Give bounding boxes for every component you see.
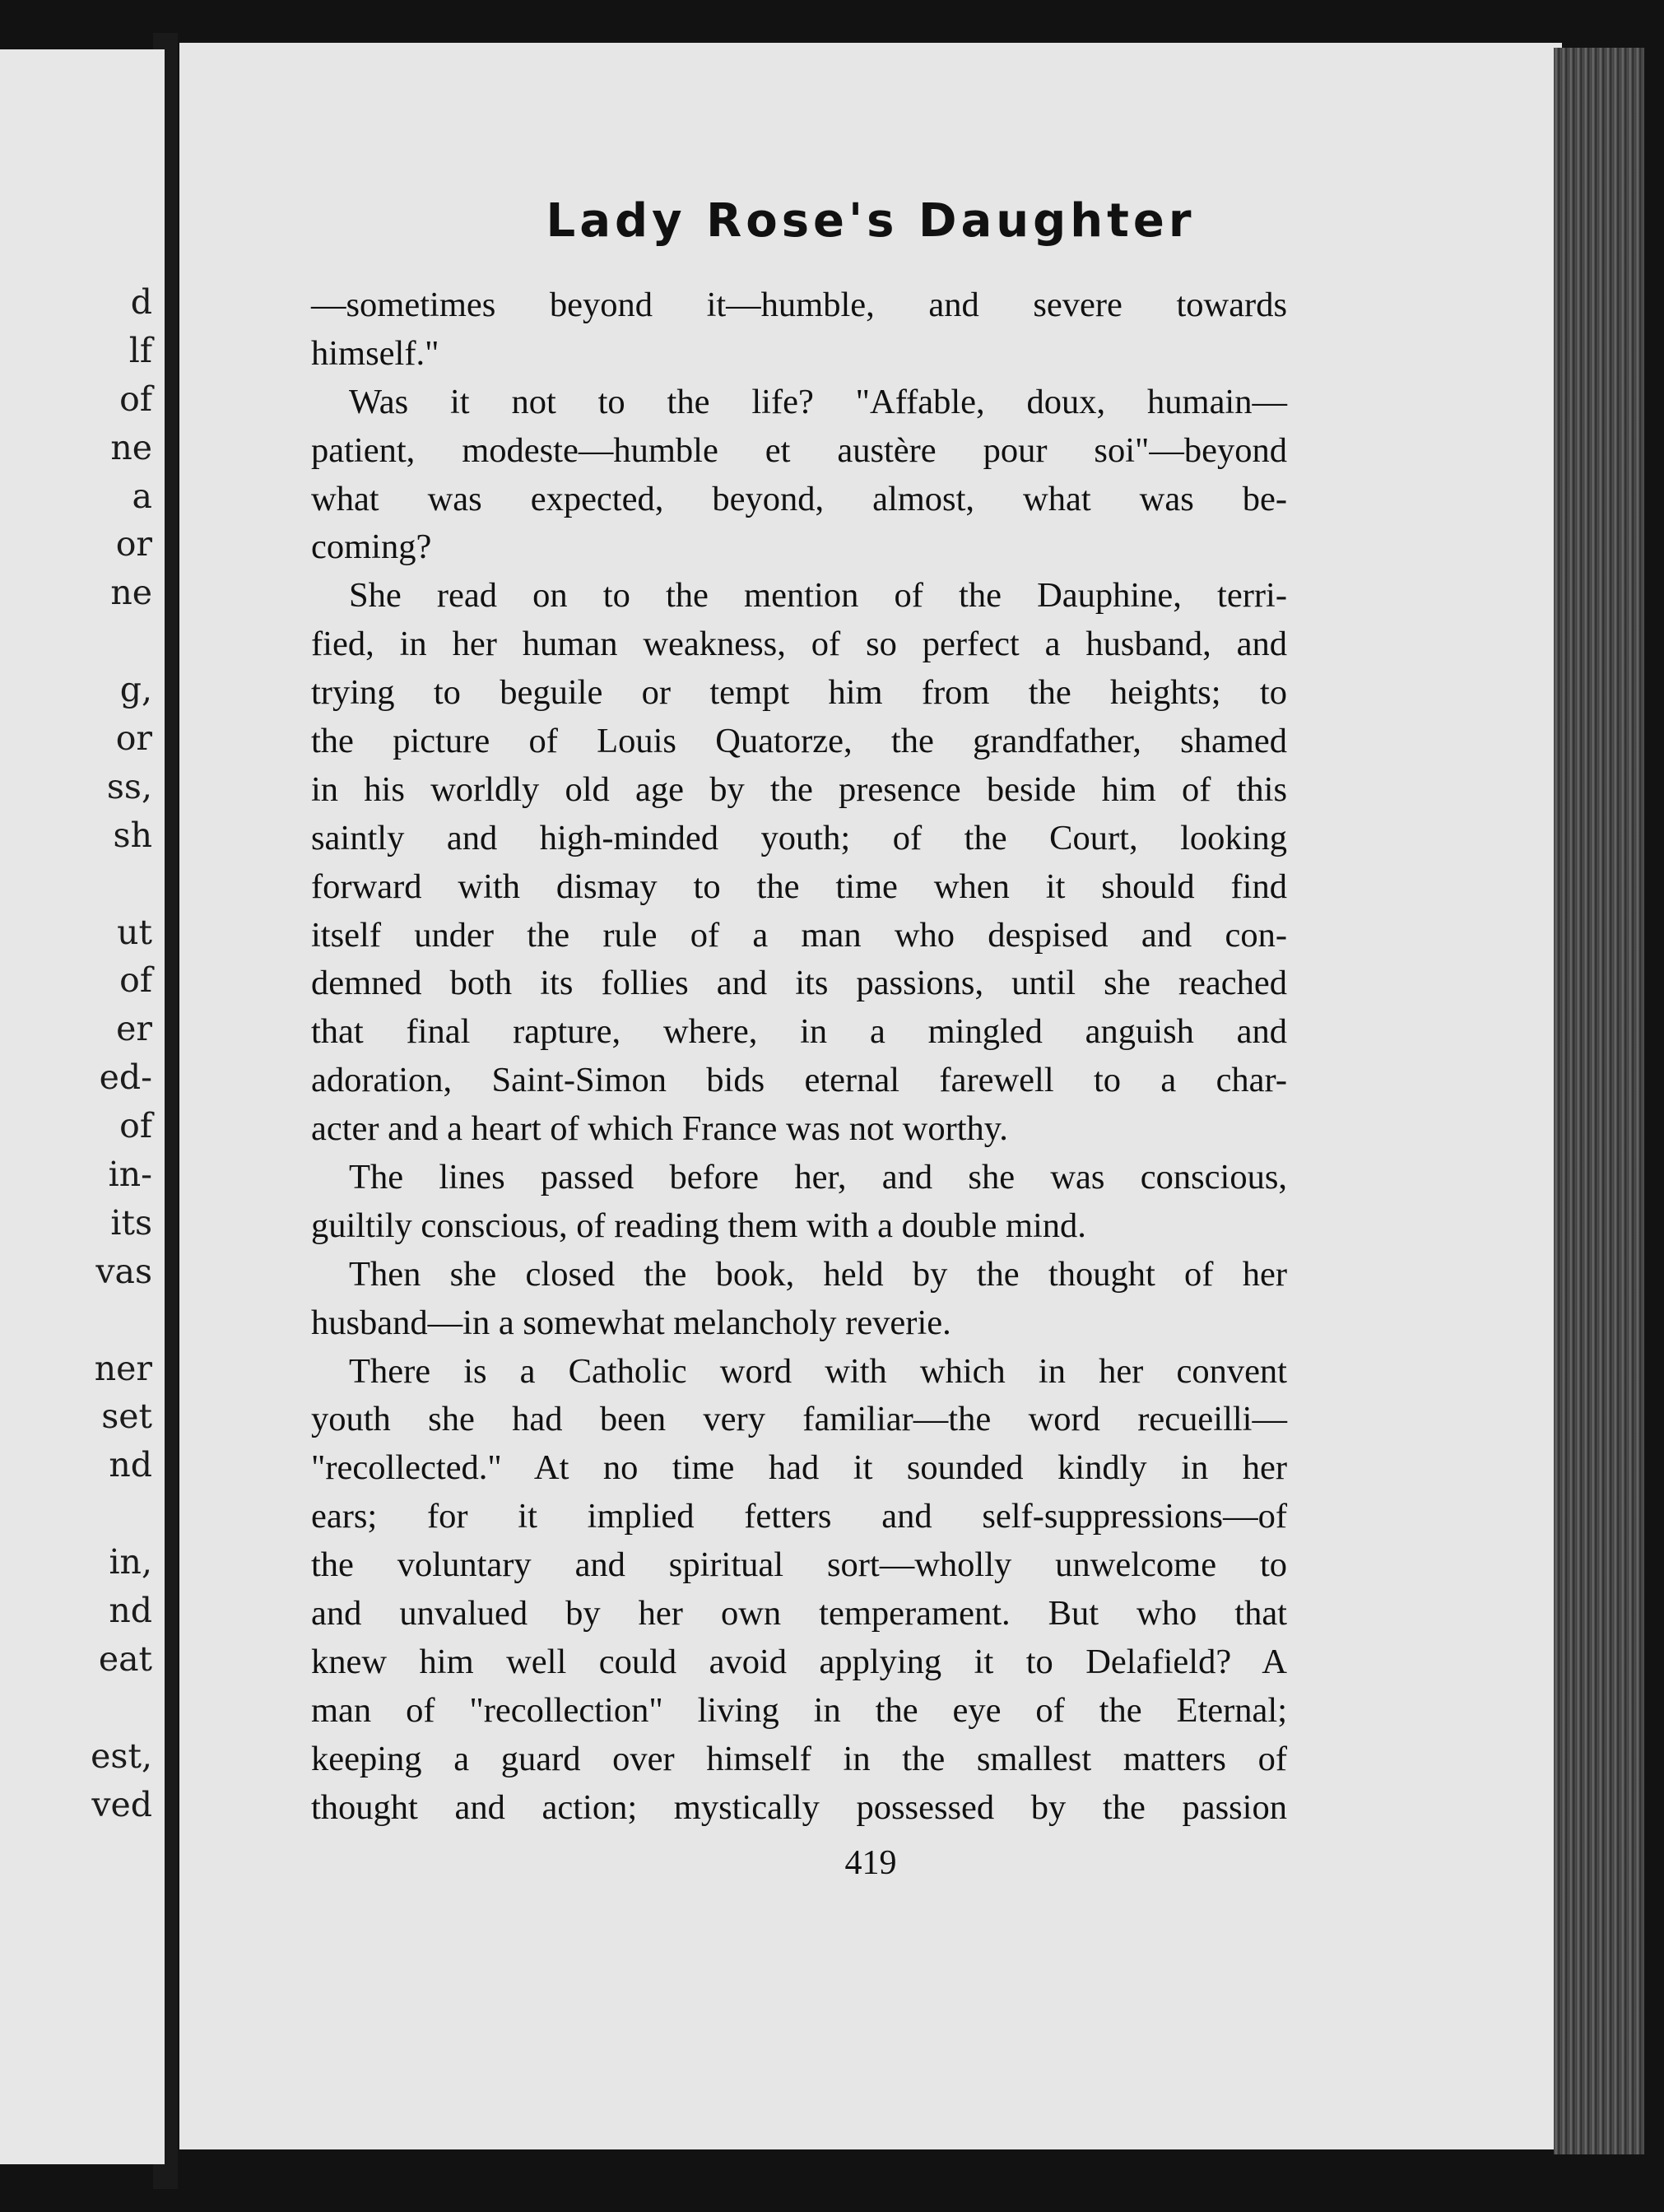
facing-page-line: ne <box>110 573 152 613</box>
facing-page-line: ved <box>91 1784 152 1824</box>
facing-page-line: or <box>115 524 152 565</box>
facing-page-line: of <box>119 1106 152 1146</box>
facing-page-line <box>0 1296 152 1345</box>
text-line: that final rapture, where, in a mingled anguish and <box>311 1012 1287 1052</box>
text-line: There is a Catholic word with which in her convent <box>349 1351 1287 1391</box>
facing-page-line <box>0 617 152 666</box>
body-text <box>311 281 1287 1833</box>
page-number: 419 <box>844 1844 897 1882</box>
facing-page-line: ss, <box>106 766 152 806</box>
facing-page-line: ed- <box>99 1057 152 1098</box>
facing-page-line: sh <box>113 815 152 855</box>
facing-page-line: ner <box>94 1348 152 1388</box>
facing-page-line: d <box>130 282 152 322</box>
facing-page-line: in, <box>109 1542 152 1582</box>
text-line: —sometimes beyond it—humble, and severe towards <box>311 286 1287 324</box>
text-line: knew him well could avoid applying it to Delafield? A <box>311 1642 1287 1681</box>
facing-page-line: or <box>115 718 152 759</box>
text-line: in his worldly old age by the presence beside him of this <box>311 769 1287 809</box>
facing-page-line: eat <box>98 1638 152 1679</box>
text-line: keeping a guard over himself in the smallest matters of <box>311 1739 1287 1778</box>
text-line: Was it not to the life? "Affable, doux, humain— <box>349 382 1287 421</box>
facing-page-line: its <box>110 1202 152 1243</box>
facing-page-text <box>0 278 152 1829</box>
text-line: demned both its follies and its passions, until she reached <box>311 964 1287 1003</box>
text-line: fied, in her human weakness, of so perfect a husband, and <box>311 625 1287 664</box>
text-line: acter and a heart of which France was not worthy. <box>311 1109 1008 1149</box>
facing-page-line: g, <box>119 670 152 710</box>
text-line: adoration, Saint-Simon bids eternal farewell to a char- <box>311 1061 1287 1100</box>
facing-page-line <box>0 1489 152 1538</box>
text-line: saintly and high-minded youth; of the Court, looking <box>311 818 1287 857</box>
text-line: patient, modeste—humble et austère pour soi"—beyond <box>311 430 1287 470</box>
text-line: The lines passed before her, and she was conscious, <box>349 1158 1287 1197</box>
text-line: She read on to the mention of the Dauphine, terri- <box>349 576 1287 616</box>
text-line: the voluntary and spiritual sort—wholly unwelcome to <box>311 1545 1287 1585</box>
facing-page-line: er <box>116 1009 152 1049</box>
text-line: "recollected." At no time had it sounded kindly in her <box>311 1448 1287 1488</box>
facing-page-line: in- <box>108 1155 152 1195</box>
facing-page-line: ne <box>110 427 152 467</box>
page-edges <box>1554 48 1644 2154</box>
facing-page-line: est, <box>91 1736 152 1776</box>
text-line: thought and action; mystically possessed by the passion <box>311 1787 1287 1827</box>
facing-page-line: a <box>132 476 152 516</box>
text-line: coming? <box>311 527 432 567</box>
facing-page-line: ut <box>117 912 152 952</box>
facing-page-line <box>0 1684 152 1732</box>
facing-page-line: of <box>119 379 152 419</box>
text-line: himself." <box>311 333 439 373</box>
facing-page-line: vas <box>95 1251 152 1291</box>
text-line: guiltily conscious, of reading them with a double mind. <box>311 1206 1086 1245</box>
text-line: youth she had been very familiar—the word recueilli— <box>311 1400 1287 1439</box>
text-line: and unvalued by her own temperament. But who that <box>311 1594 1287 1633</box>
text-line: the picture of Louis Quatorze, the grandfather, shamed <box>311 722 1287 761</box>
facing-page-line: set <box>101 1396 152 1437</box>
facing-page-line: nd <box>109 1591 152 1631</box>
text-line: man of "recollection" living in the eye of the Eternal; <box>311 1690 1287 1730</box>
text-line: forward with dismay to the time when it should find <box>311 867 1287 906</box>
text-line: husband—in a somewhat melancholy reverie. <box>311 1303 951 1342</box>
facing-page-line: of <box>119 960 152 1001</box>
text-line: trying to beguile or tempt him from the heights; to <box>311 673 1287 713</box>
text-line: itself under the rule of a man who despised and con- <box>311 915 1287 955</box>
running-head: Lady Rose's Daughter <box>546 194 1196 248</box>
facing-page-line: nd <box>109 1445 152 1485</box>
text-line: ears; for it implied fetters and self-suppressions—of <box>311 1497 1287 1536</box>
text-line: what was expected, beyond, almost, what was be- <box>311 479 1287 518</box>
facing-page-line: lf <box>128 330 152 370</box>
text-line: Then she closed the book, held by the thought of her <box>349 1254 1287 1294</box>
facing-page-line <box>0 860 152 908</box>
